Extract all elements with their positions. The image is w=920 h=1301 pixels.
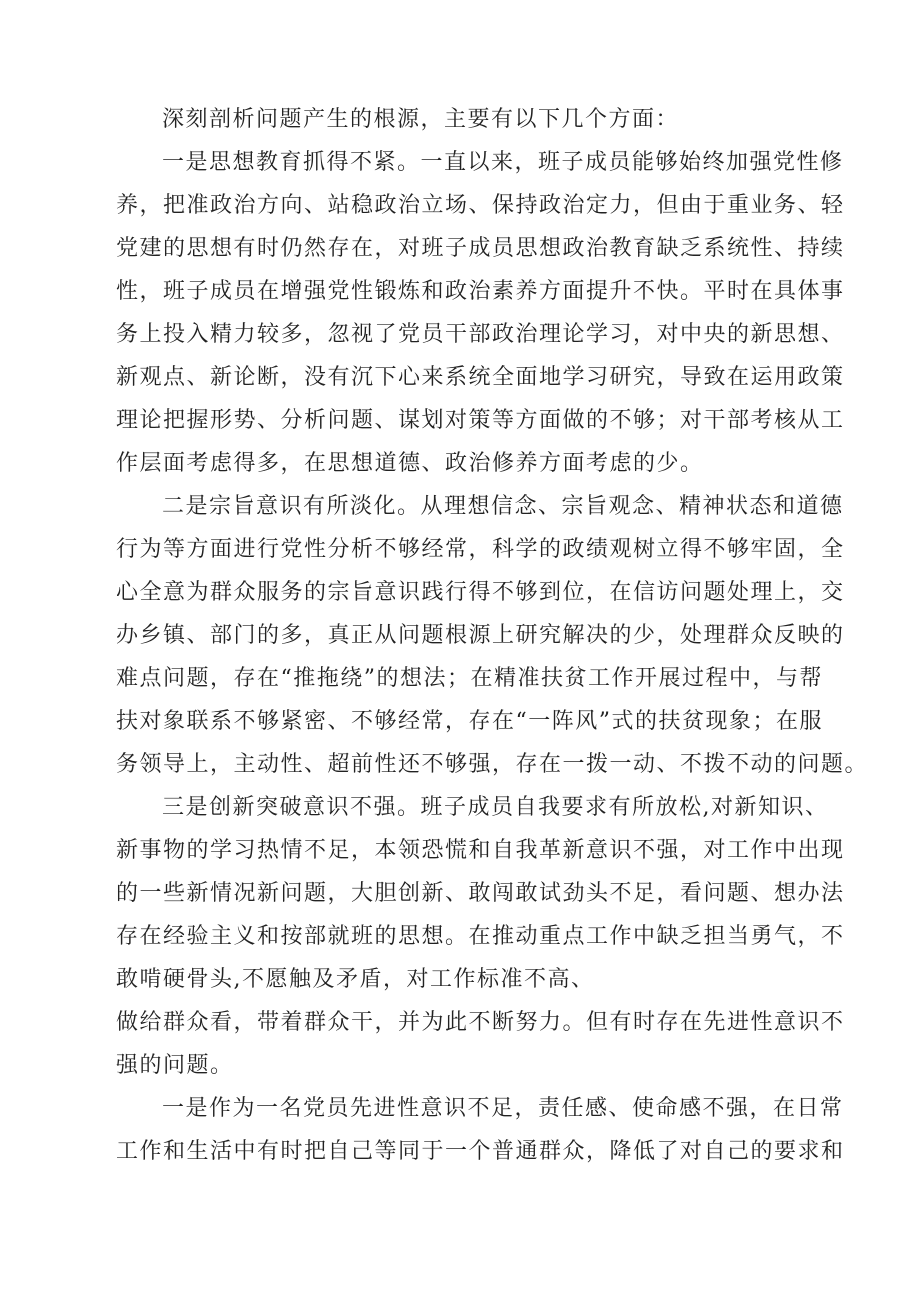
- text-line: 强的问题。: [116, 1053, 234, 1078]
- text-line: 理论把握形势、分析问题、谋划对策等方面做的不够；对干部考核从工: [116, 408, 845, 433]
- paragraph-first-line: 一是思想教育抓得不紧。一直以来，班子成员能够始终加强党性修: [162, 150, 844, 175]
- paragraph-first-line: 深刻剖析问题产生的根源，主要有以下几个方面：: [162, 107, 680, 132]
- text-line: 作层面考虑得多，在思想道德、政治修养方面考虑的少。: [116, 451, 704, 476]
- text-line: 心全意为群众服务的宗旨意识践行得不够到位，在信访问题处理上，交: [116, 580, 845, 605]
- text-line: 务领导上，主动性、超前性还不够强，存在一拨一动、不拨不动的问题。: [116, 752, 869, 777]
- text-line: 扶对象联系不够紧密、不够经常，存在“一阵风”式的扶贫现象；在服: [116, 709, 823, 734]
- text-line: 新观点、新论断，没有沉下心来系统全面地学习研究，导致在运用政策: [116, 365, 845, 390]
- paragraph-first-line: 三是创新突破意识不强。班子成员自我要求有所放松,对新知识、: [162, 795, 829, 820]
- text-line: 敢啃硬骨头,不愿触及矛盾，对工作标准不高、: [116, 967, 595, 992]
- text-line: 性，班子成员在增强党性锻炼和政治素养方面提升不快。平时在具体事: [116, 279, 845, 304]
- text-line: 的一些新情况新问题，大胆创新、敢闯敢试劲头不足，看问题、想办法: [116, 881, 845, 906]
- text-line: 务上投入精力较多，忽视了党员干部政治理论学习，对中央的新思想、: [116, 322, 845, 347]
- text-line: 新事物的学习热情不足，本领恐慌和自我革新意识不强，对工作中出现: [116, 838, 845, 863]
- text-line: 存在经验主义和按部就班的思想。在推动重点工作中缺乏担当勇气，不: [116, 924, 845, 949]
- paragraph-first-line: 一是作为一名党员先进性意识不足，责任感、使命感不强，在日常: [162, 1096, 844, 1121]
- text-line: 党建的思想有时仍然存在，对班子成员思想政治教育缺乏系统性、持续: [116, 236, 845, 261]
- paragraph-first-line: 二是宗旨意识有所淡化。从理想信念、宗旨观念、精神状态和道德: [162, 494, 844, 519]
- text-line: 养，把准政治方向、站稳政治立场、保持政治定力，但由于重业务、轻: [116, 193, 845, 218]
- text-line: 做给群众看，带着群众干，并为此不断努力。但有时存在先进性意识不: [116, 1010, 845, 1035]
- text-line: 办乡镇、部门的多，真正从问题根源上研究解决的少，处理群众反映的: [116, 623, 845, 648]
- text-line: 工作和生活中有时把自己等同于一个普通群众，降低了对自己的要求和: [116, 1139, 845, 1164]
- document-body: [116, 98, 869, 1173]
- text-line: 难点问题，存在“推拖绕”的想法；在精准扶贫工作开展过程中，与帮: [116, 666, 823, 691]
- text-line: 行为等方面进行党性分析不够经常，科学的政绩观树立得不够牢固，全: [116, 537, 845, 562]
